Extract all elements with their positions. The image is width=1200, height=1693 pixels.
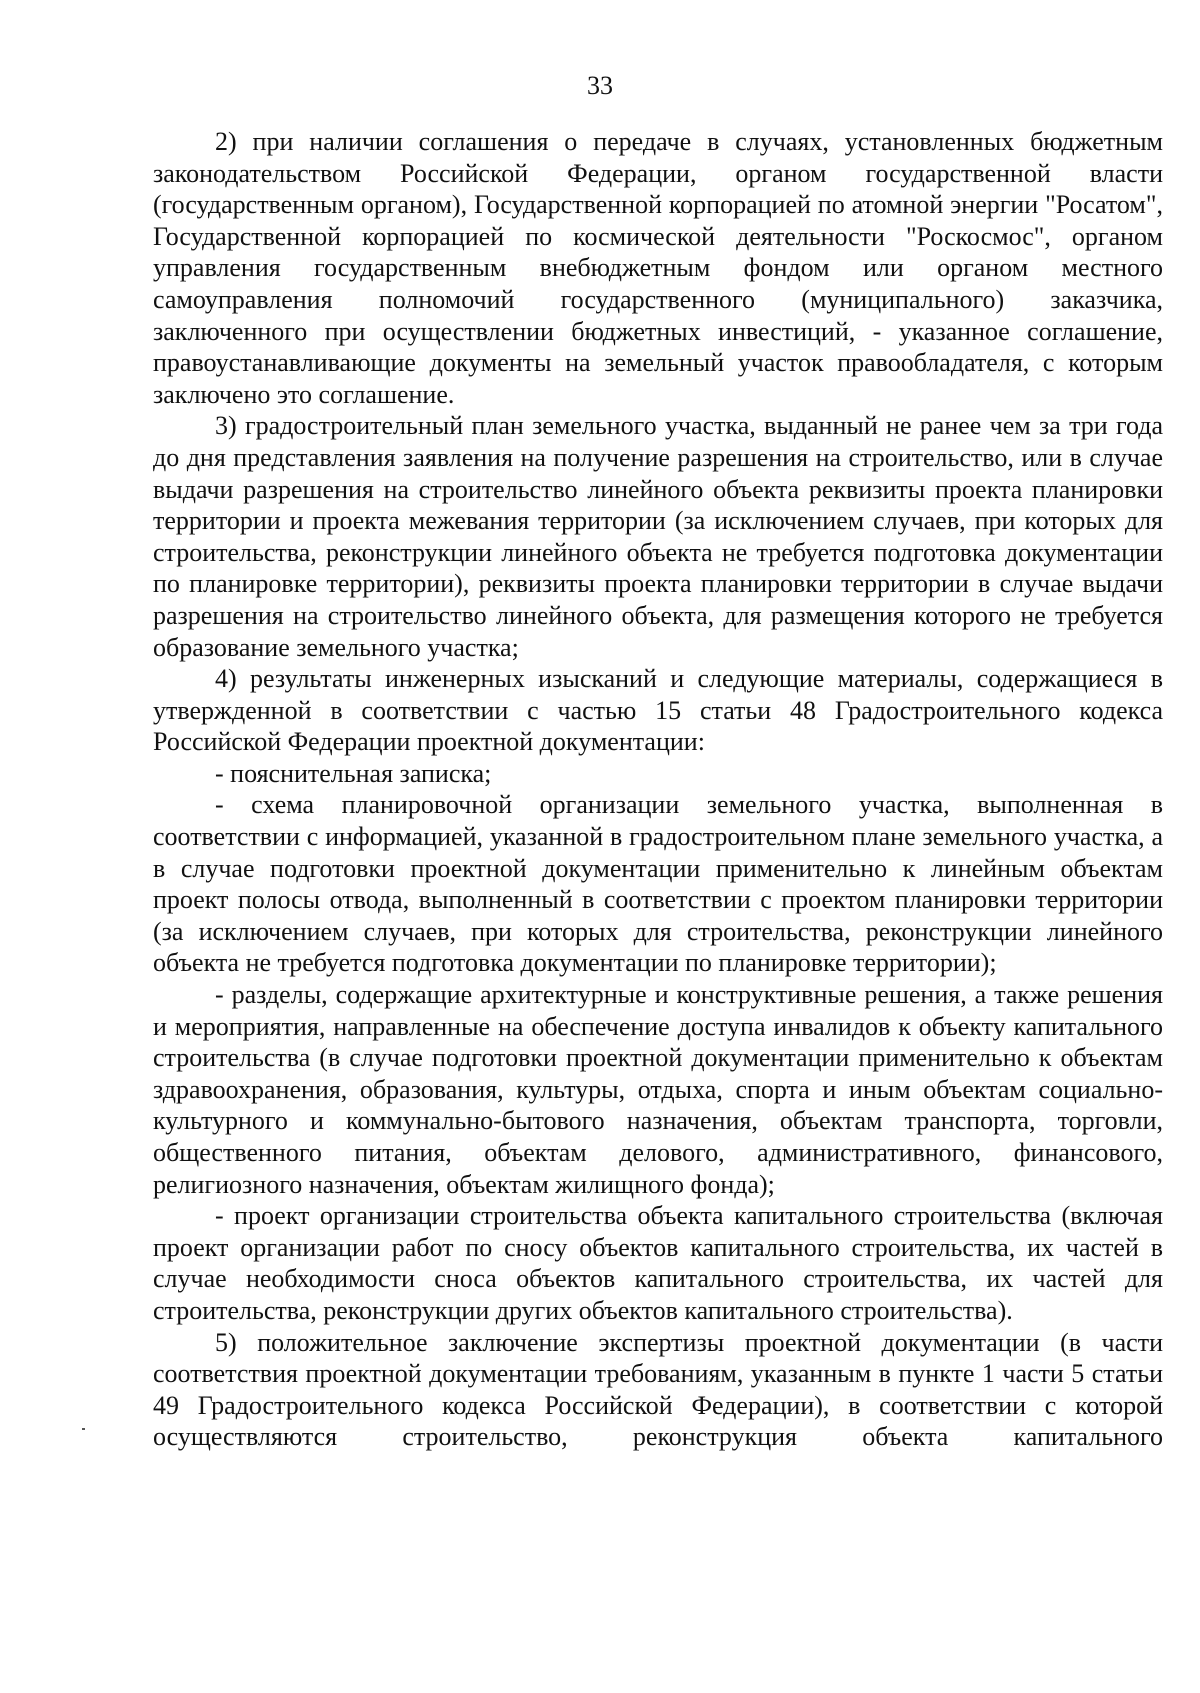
paragraph-item-5: 5) положительное заключение экспертизы проектной документации (в части соответствия проектной документации требованиям, указанным в пункте 1 части 5 статьи 49 Градостроительного кодекса Российской Федерации), в соответствии с которой осуществляются строительство, реконструкция объекта капитального — [153, 1327, 1163, 1452]
bullet-construction-organization-project: - проект организации строительства объекта капитального строительства (включая проект организации работ по сносу объектов капитального строительства, их частей в случае необходимости сноса объектов капитального строительства, их частей для строительства, реконструкции других объектов капитального строительства). — [153, 1201, 1163, 1325]
bullet-site-plan-scheme: - схема планировочной организации земельного участка, выполненная в соответствии с информацией, указанной в градостроительном плане земельного участка, а в случае подготовки проектной документации применительно к линейным объектам проект полосы отвода, выполненный в соответствии с проектом планировки территории (за исключением случаев, при которых для строительства, реконструкции линейного объекта не требуется подготовка документации по планировке территории); — [153, 790, 1163, 978]
page-number: 33 — [587, 71, 613, 100]
bullet-architectural-sections: - разделы, содержащие архитектурные и конструктивные решения, а также решения и мероприятия, направленные на обеспечение доступа инвалидов к объекту капитального строительства (в случае подготовки проектной документации применительно к объектам здравоохранения, образования, культуры, отдыха, спорта и иным объектам социально-культурного и коммунально-бытового назначения, объектам транспорта, торговли, общественного питания, объектам делового, административного, финансового, религиозного назначения, объектам жилищного фонда); — [153, 980, 1163, 1199]
scan-artifact-dot — [82, 1428, 85, 1430]
bullet-explanatory-note: - пояснительная записка; — [215, 758, 492, 788]
paragraph-item-2: 2) при наличии соглашения о передаче в случаях, установленных бюджетным законодательством Российской Федерации, органом государственной власти (государственным органом), Государственной корпорацией по атомной энергии "Росатом", Государственной корпорацией по космической деятельности "Роскосмос", органом управления государственным внебюджетным фондом или органом местного самоуправления полномочий государственного (муниципального) заказчика, заключенного при осуществлении бюджетных инвестиций, - указанное соглашение, правоустанавливающие документы на земельный участок правообладателя, с которым заключено это соглашение. — [153, 127, 1163, 409]
document-body — [153, 126, 1163, 1453]
paragraph-item-4: 4) результаты инженерных изысканий и следующие материалы, содержащиеся в утвержденной в соответствии с частью 15 статьи 48 Градостроительного кодекса Российской Федерации проектной документации: — [153, 664, 1163, 757]
paragraph-item-3: 3) градостроительный план земельного участка, выданный не ранее чем за три года до дня представления заявления на получение разрешения на строительство, или в случае выдачи разрешения на строительство линейного объекта реквизиты проекта планировки территории и проекта межевания территории (за исключением случаев, при которых для строительства, реконструкции линейного объекта не требуется подготовка документации по планировке территории), реквизиты проекта планировки территории в случае выдачи разрешения на строительство линейного объекта, для размещения которого не требуется образование земельного участка; — [153, 411, 1163, 662]
